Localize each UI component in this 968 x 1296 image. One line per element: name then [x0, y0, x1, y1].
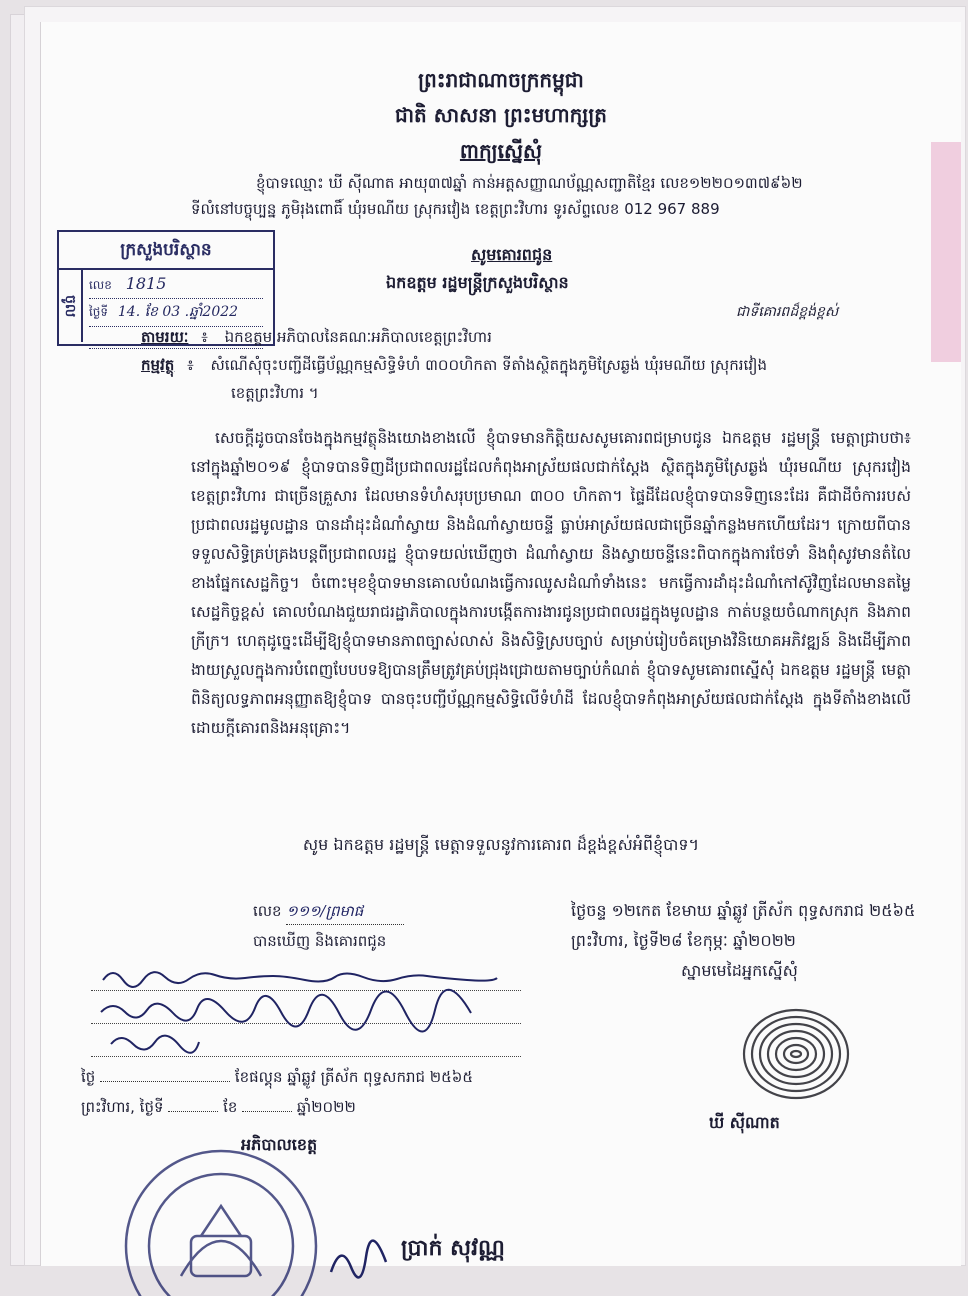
stamp-title: ក្រសួងបរិស្ថាន: [59, 232, 273, 270]
motto: ជាតិ សាសនា ព្រះមហាក្សត្រ: [395, 103, 607, 127]
reference-value: ១១១/ព្រមាផ: [286, 902, 404, 925]
governor-signature: [326, 1232, 396, 1282]
via-line: តាមរយៈ ៖ ឯកឧត្តម អភិបាលនៃគណៈអភិបាលខេត្តព្រះវិហារ: [141, 328, 492, 346]
subject-label: កម្មវត្ថុ: [141, 356, 175, 374]
applicant-name: ឃី ស៊ីណាត: [709, 1113, 780, 1132]
stamp-date-label: ថ្ងៃទី: [89, 305, 109, 319]
body-paragraph: [191, 424, 911, 743]
pink-paper-edge: [931, 142, 961, 362]
left-solar-year: ឆ្នាំ២០២២: [296, 1098, 356, 1116]
subject-text: សំណើសុំចុះបញ្ជីដីធ្វើប័ណ្ណកម្មសិទ្ធិទំហំ ៣០០ហិកតា ទីតាំងស្ថិតក្នុងភូមិស្រែឆ្ងង់ ឃុំរមណីយ ស្រុករវៀង: [210, 356, 768, 374]
via-text: ឯកឧត្តម អភិបាលនៃគណៈអភិបាលខេត្តព្រះវិហារ: [224, 328, 492, 346]
recipient: ឯកឧត្តម រដ្ឋមន្ត្រីក្រសួងបរិស្ថាន: [386, 273, 569, 292]
solar-date: ព្រះវិហារ, ថ្ងៃទី២៨ ខែកុម្ភៈ ឆ្នាំ២០២២: [571, 931, 796, 950]
signature-label: ស្នាមមេដៃអ្នកស្នើសុំ: [681, 961, 798, 980]
thumbprint: [731, 1002, 861, 1102]
seen-forwarded: បានឃើញ និងគោរពជូន: [253, 932, 387, 950]
respect-heading: សូមគោរពជូន: [471, 245, 553, 264]
left-solar-prefix: ព្រះវិហារ, ថ្ងៃទី: [81, 1098, 164, 1116]
subject-line: កម្មវត្ថុ ៖ សំណើសុំចុះបញ្ជីដីធ្វើប័ណ្ណកម្មសិទ្ធិទំហំ ៣០០ហិកតា ទីតាំងស្ថិតក្នុងភូមិស្រែឆ្ងង់ ឃុំរមណីយ ស្រុករវៀង: [141, 356, 768, 374]
reference-label: លេខ: [253, 902, 282, 920]
official-seal: [111, 1126, 341, 1296]
stamp-number-line: [89, 274, 263, 299]
applicant-line: ខ្ញុំបាទឈ្មោះ ឃី ស៊ីណាត អាយុ៣៧ឆ្នាំ កាន់អត្តសញ្ញាណប័ណ្ណសញ្ជាតិខ្មែរ លេខ១២២០១៣៧៩៦២: [256, 174, 803, 192]
document-page: [40, 22, 961, 1266]
left-lunar-date: [81, 1068, 473, 1090]
governor-name: ប្រាក់ សុវណ្ណ: [401, 1236, 505, 1261]
subject-continuation: ខេត្តព្រះវិហារ ។: [231, 384, 319, 402]
via-label: តាមរយៈ: [141, 328, 189, 346]
governor-title: អភិបាលខេត្ត: [241, 1135, 318, 1154]
reference-line: [253, 902, 404, 925]
left-solar-date: [81, 1098, 356, 1120]
left-solar-month: ខែ: [223, 1098, 238, 1116]
body-text: សេចក្តីដូចបានចែងក្នុងកម្មវត្ថុនិងយោងខាងលើ ខ្ញុំបាទមានកិត្តិយសសូមគោរពជម្រាបជូន ឯកឧត្តម រដ្ឋមន្ត្រី មេត្តាជ្រាបថា៖ នៅក្នុងឆ្នាំ២០១៩ ខ្ញុំបាទបានទិញដីប្រជាពលរដ្ឋដែលកំពុងអាស្រ័យផលជាក់ស្តែង ស្ថិតក្នុងភូមិស្រែឆ្ងង់ ឃុំរមណីយ ស្រុករវៀង ខេត្តព្រះវិហារ ជាច្រើនគ្រួសារ ដែលមានទំហំសរុបប្រមាណ ៣០០ ហិកតា។ ផ្ទៃដីដែលខ្ញុំបាទបានទិញនេះដែរ គឺជាដីចំការរបស់ប្រជាពលរដ្ឋមូលដ្ឋាន បានដាំដុះដំណាំស្វាយ និងដំណាំស្វាយចន្ទី ធ្លាប់អាស្រ័យផលជាច្រើនឆ្នាំកន្លងមកហើយដែរ។ ក្រោយពីបានទទួលសិទ្ធិគ្រប់គ្រងបន្តពីប្រជាពលរដ្ឋ ខ្ញុំបាទយល់ឃើញថា ដំណាំស្វាយ និងស្វាយចន្ទីនេះពិបាកក្នុងការថែទាំ និងពុំសូវមានតំលៃខាងផ្នែកសេដ្ឋកិច្ច។ ចំពោះមុខខ្ញុំបាទមានគោលបំណងធ្វើការឈូសដំណាំទាំងនេះ មកធ្វើការដាំដុះដំណាំកៅស៊ូវិញដែលមានតម្លៃសេដ្ឋកិច្ចខ្ពស់ គោលបំណងជួយរាជរដ្ឋាភិបាលក្នុងការបង្កើតការងារជូនប្រជាពលរដ្ឋក្នុងមូលដ្ឋាន កាត់បន្ថយចំណាកស្រុក និងភាពក្រីក្រ។ ហេតុដូច្នេះដើម្បីឱ្យខ្ញុំបាទមានភាពច្បាស់លាស់ និងសិទ្ធិស្របច្បាប់ សម្រាប់រៀបចំគម្រោងវិនិយោគអភិវឌ្ឍន៍ និងដើម្បីភាពងាយស្រួលក្នុងការបំពេញបែបបទឱ្យបានត្រឹមត្រូវគ្រប់ជ្រុងជ្រោយតាមច្បាប់កំណត់ ខ្ញុំបាទសូមគោរពស្នើសុំ ឯកឧត្តម រដ្ឋមន្ត្រី មេត្តាពិនិត្យលទ្ធភាពអនុញ្ញាតឱ្យខ្ញុំបាទ បានចុះបញ្ជីប័ណ្ណកម្មសិទ្ធិលើទំហំដី ដែលខ្ញុំបាទកំពុងអាស្រ័យផលជាក់ស្តែង ក្នុងទីតាំងខាងលើដោយក្តីគោរពនិងអនុគ្រោះ។: [191, 429, 911, 737]
left-lunar-rest: ខែផល្គុន ឆ្នាំឆ្លូវ ត្រីស័ក ពុទ្ធសករាជ ២៥៦៥: [234, 1068, 473, 1086]
document-type: ពាក្យស្នើសុំ: [459, 139, 543, 163]
stamp-side-label: ចូល: [59, 270, 83, 342]
lunar-date: ថ្ងៃចន្ទ ១២កេត ខែមាឃ ឆ្នាំឆ្លូវ ត្រីស័ក ពុទ្ធសករាជ ២៥៦៥: [571, 901, 916, 920]
closing-line: សូម ឯកឧត្តម រដ្ឋមន្ត្រី មេត្តាទទួលនូវការគោរព ដ៏ខ្ពង់ខ្ពស់អំពីខ្ញុំបាទ។: [302, 835, 700, 854]
kingdom-title: ព្រះរាជាណាចក្រកម្ពុជា: [418, 68, 584, 92]
stamp-date-value: 14. ខែ 03 .ឆ្នាំ2022: [117, 304, 239, 320]
stamp-number-label: លេខ: [89, 278, 112, 292]
handwritten-note: [91, 958, 521, 1057]
left-lunar-prefix: ថ្ងៃ: [81, 1068, 96, 1086]
applicant-address: ទីលំនៅបច្ចុប្បន្ន ភូមិរុងពោធិ៍ ឃុំរមណីយ ស្រុករវៀង ខេត្តព្រះវិហារ ទូរស័ព្ទលេខ 012 967 889: [191, 200, 720, 218]
stamp-number-value: 1815: [125, 274, 167, 293]
honor-phrase: ជាទីគោរពដ៏ខ្ពង់ខ្ពស់: [736, 304, 839, 320]
